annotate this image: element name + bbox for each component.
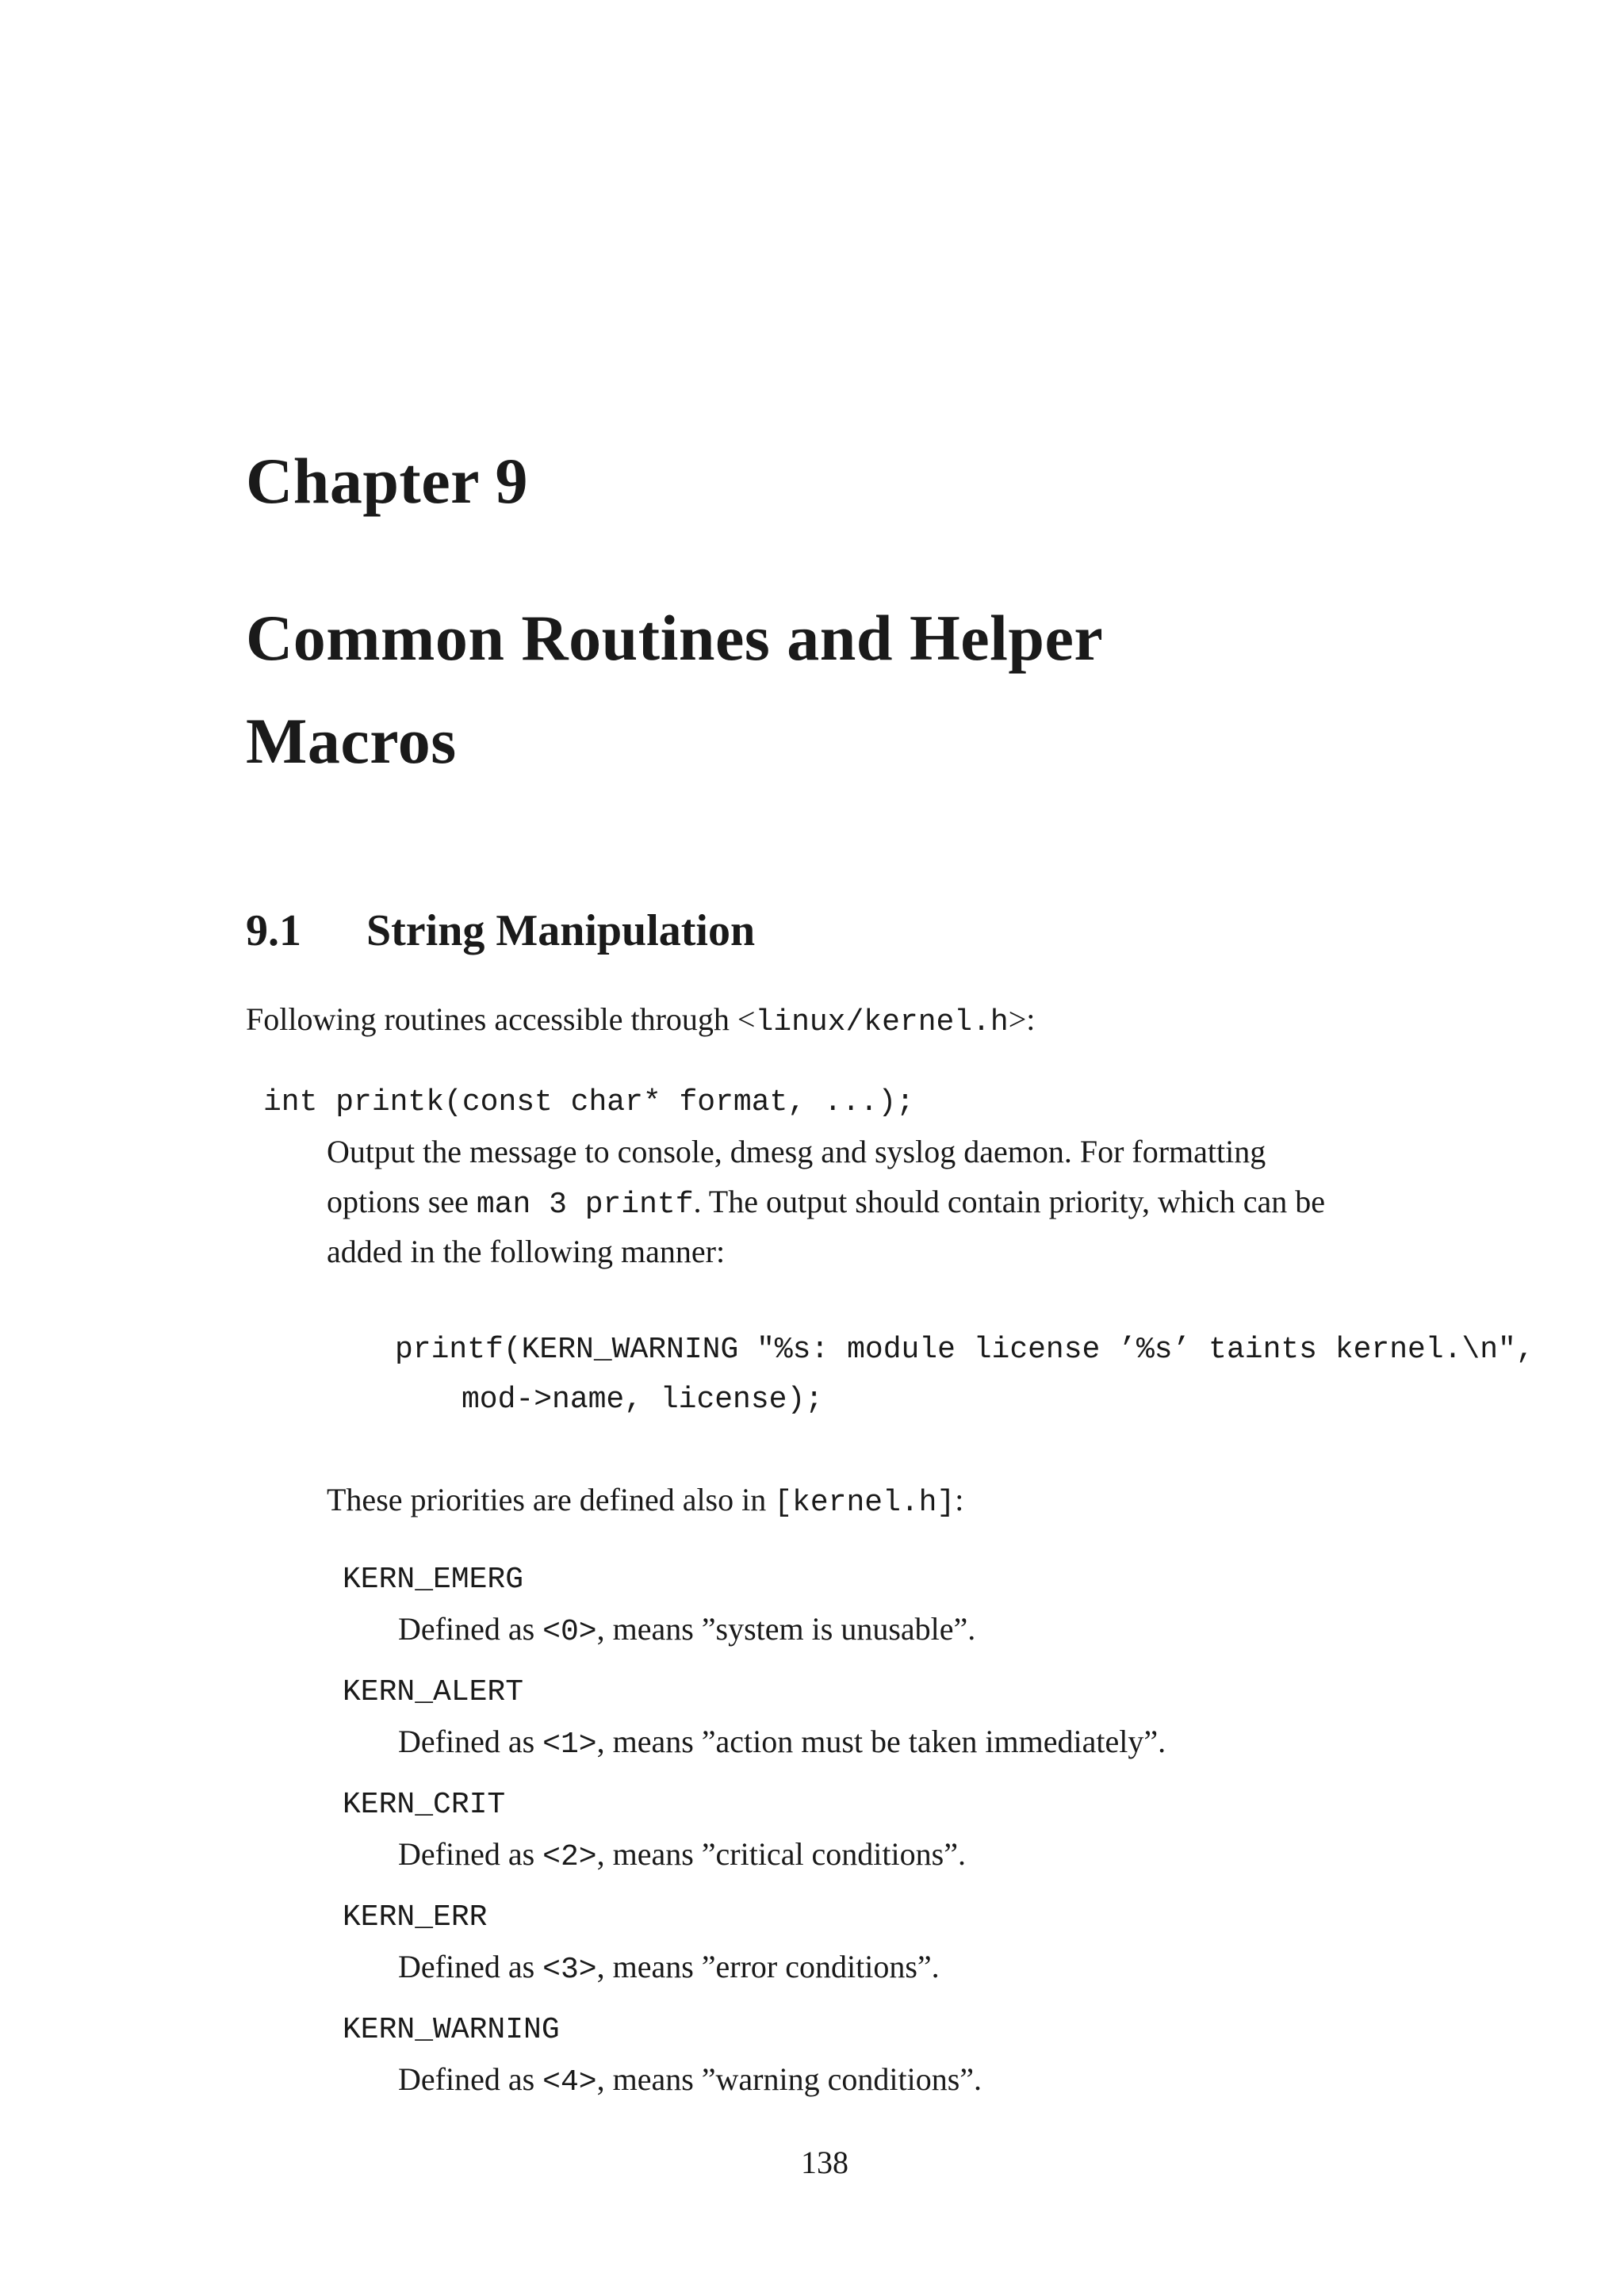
printk-signature: int printk(const char* format, ...); [263, 1085, 914, 1119]
printk-description-line-1: Output the message to console, dmesg and syslog daemon. For formatting [327, 1134, 1266, 1169]
kern-crit-description [398, 1836, 966, 1874]
printk-desc-2-after: . The output should contain priority, which can be [693, 1184, 1326, 1219]
code-example-line-2: mod->name, license); [462, 1383, 824, 1417]
kern-alert-name: KERN_ALERT [343, 1675, 524, 1709]
kern-emerg-description [398, 1613, 975, 1647]
kern-crit-desc-after: , means ”critical conditions”. [596, 1836, 966, 1872]
priorities-intro-before: These priorities are defined also in [327, 1482, 775, 1517]
section-title: String Manipulation [366, 906, 756, 955]
kern-emerg-desc-after: , means ”system is unusable”. [596, 1611, 976, 1647]
priorities-intro [327, 1484, 963, 1518]
intro-header-code: linux/kernel.h [755, 1005, 1009, 1039]
intro-text-before: Following routines accessible through [246, 1001, 737, 1037]
kern-crit-value: <2> [542, 1840, 597, 1874]
kern-emerg-desc-before: Defined as [398, 1611, 543, 1647]
intro-paragraph [246, 1001, 1036, 1039]
kern-alert-value: <1> [542, 1728, 597, 1762]
kern-err-desc-after: , means ”error conditions”. [596, 1949, 940, 1984]
intro-gt: > [1008, 1001, 1027, 1037]
code-example-line-1: printf(KERN_WARNING "%s: module license ’%s’ taints kernel.\n", [395, 1333, 1534, 1367]
kern-warning-value: <4> [542, 2065, 597, 2099]
kern-err-name: KERN_ERR [343, 1900, 488, 1934]
printk-description-line-3: added in the following manner: [327, 1234, 726, 1269]
kernel-h-code: [kernel.h] [774, 1486, 956, 1520]
intro-text-after: : [1026, 1001, 1036, 1037]
chapter-label: Chapter 9 [246, 445, 529, 517]
kern-err-desc-before: Defined as [398, 1949, 543, 1984]
printk-desc-2-before: options see [327, 1184, 477, 1219]
kern-warning-description [398, 2061, 982, 2099]
chapter-title-line-2: Macros [246, 705, 457, 777]
section-number: 9.1 [246, 906, 301, 955]
kern-emerg-name: KERN_EMERG [343, 1563, 524, 1597]
kern-emerg-value: <0> [542, 1615, 597, 1649]
page-number: 138 [801, 2145, 848, 2180]
chapter-title-line-1: Common Routines and Helper [246, 602, 1104, 674]
kern-alert-desc-before: Defined as [398, 1724, 543, 1759]
kern-err-description [398, 1951, 940, 1985]
kern-crit-name: KERN_CRIT [343, 1788, 506, 1822]
kern-crit-desc-before: Defined as [398, 1836, 543, 1872]
priorities-intro-after: : [955, 1482, 964, 1517]
kern-alert-description [398, 1726, 1166, 1760]
kern-alert-desc-after: , means ”action must be taken immediately”. [596, 1724, 1166, 1759]
kern-err-value: <3> [542, 1953, 597, 1987]
man-printf-code: man 3 printf [476, 1188, 694, 1222]
intro-lt: < [737, 1001, 756, 1037]
kern-warning-desc-after: , means ”warning conditions”. [596, 2061, 982, 2097]
printk-description-line-2 [327, 1186, 1325, 1220]
kern-warning-name: KERN_WARNING [343, 2013, 560, 2047]
kern-warning-desc-before: Defined as [398, 2061, 543, 2097]
